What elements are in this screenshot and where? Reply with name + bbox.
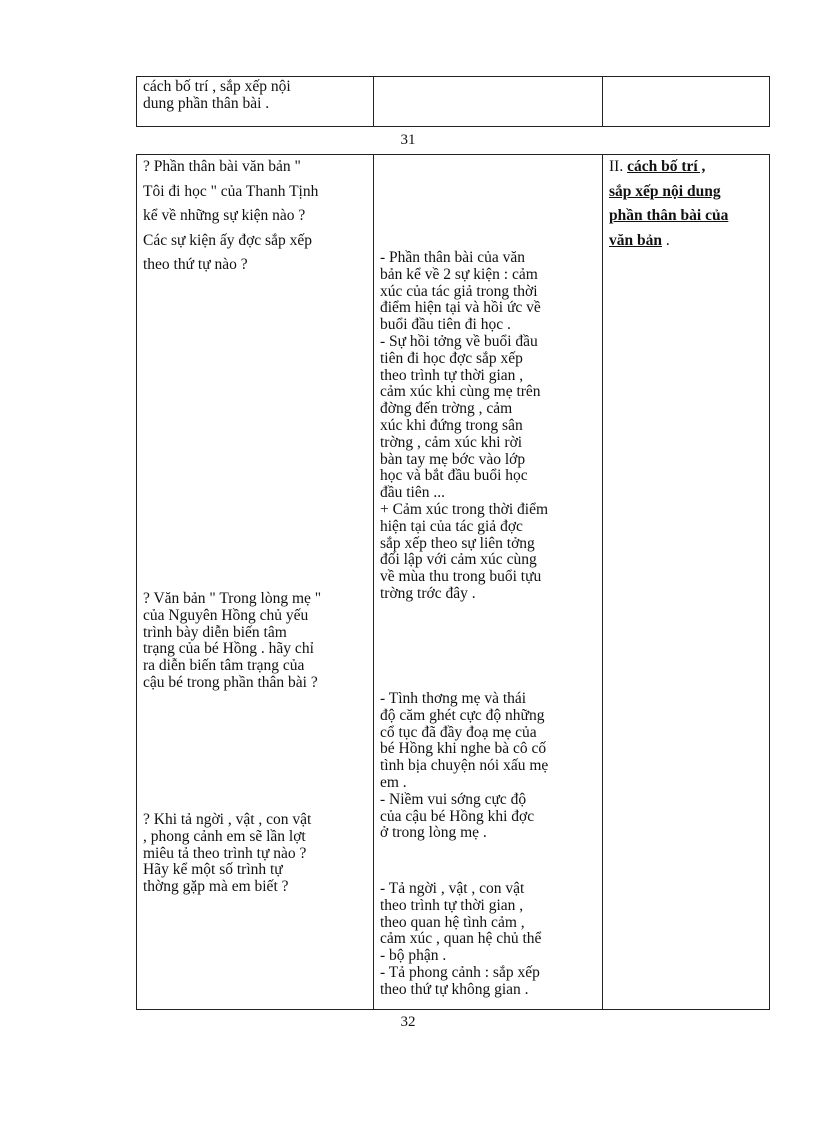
heading-line: văn bản — [609, 231, 662, 249]
continuation-cell-notes — [603, 77, 770, 127]
text-line: - Phần thân bài của văn — [380, 249, 526, 266]
text-line: ở trong lòng mẹ . — [380, 824, 487, 842]
text-line: cảm xúc khi cùng mẹ trên — [380, 383, 541, 401]
text-line: - Niềm vui sớng cực độ — [380, 790, 527, 808]
text-line: tiên đi học đợc sắp xếp — [380, 349, 523, 367]
text-line: ? Phần thân bài văn bản " — [143, 158, 301, 175]
text-line: miêu tả theo trình tự nào ? — [143, 844, 307, 862]
section-number: II. — [609, 158, 624, 175]
answer-1 — [380, 250, 548, 603]
text-line: học và bắt đầu buổi học — [380, 467, 528, 485]
answer-2 — [380, 691, 548, 842]
page-number: 32 — [400, 1014, 416, 1030]
text-line: bàn tay mẹ bớc vào lớp — [380, 450, 526, 468]
text-line: điểm hiện tại và hồi ức về — [380, 299, 541, 317]
text-line: sắp xếp theo sự liên tởng — [380, 534, 535, 552]
text-line: kể về những sự kiện nào ? — [143, 207, 306, 224]
text-line: độ căm ghét cực độ những — [380, 706, 545, 724]
text-line: xúc khi đứng trong sân — [380, 416, 523, 434]
text-line: đối lập với cảm xúc cùng — [380, 551, 537, 569]
text-line: của cậu bé Hồng khi đợc — [380, 807, 535, 825]
text-line — [609, 155, 728, 180]
text-line: cổ tục đã đầy đoạ mẹ của — [380, 723, 537, 741]
text-line: ? Khi tả ngời , vật , con vật — [143, 811, 312, 828]
answer-3 — [380, 881, 541, 999]
text-line: buổi đầu tiên đi học . — [380, 316, 511, 334]
text-line: trạng của bé Hồng . hãy chỉ — [143, 640, 314, 658]
notes-column — [603, 155, 770, 1010]
text-line: ? Văn bản " Trong lòng mẹ " — [143, 590, 322, 607]
text-line: tình bịa chuyện nói xấu mẹ — [380, 757, 549, 775]
text-line: - Tình thơng mẹ và thái — [380, 690, 527, 707]
text-line: thờng gặp mà em biết ? — [143, 878, 289, 896]
text-line: của Nguyên Hồng chủ yếu — [143, 606, 309, 624]
text-line — [609, 229, 728, 254]
text-line: Tôi đi học " của Thanh Tịnh — [143, 182, 319, 200]
text-line: Hãy kể một số trình tự — [143, 861, 283, 879]
text-line: , phong cảnh em sẽ lần lợt — [143, 827, 306, 845]
page-number: 31 — [400, 132, 416, 148]
text-line: + Cảm xúc trong thời điểm — [380, 500, 549, 518]
heading-line: cách bố trí , — [627, 158, 706, 175]
text-line: cậu bé trong phần thân bài ? — [143, 673, 318, 691]
text-line: trờng trớc đây . — [380, 584, 476, 602]
heading-line: phần thân bài của — [609, 207, 729, 224]
questions-column — [137, 155, 374, 1010]
text-line: dung phần thân bài . — [143, 94, 270, 112]
text-line: theo trình tự thời gian , — [380, 896, 524, 914]
text-line: đầu tiên ... — [380, 484, 445, 502]
text-line: trình bày diễn biến tâm — [143, 623, 287, 641]
text-line: ra diễn biến tâm trạng của — [143, 657, 305, 675]
text-line: - Sự hồi tởng về buổi đầu — [380, 332, 538, 350]
text-line: hiện tại của tác giả đợc — [380, 517, 523, 535]
text-line: bé Hồng khi nghe bà cô cố — [380, 740, 547, 758]
lesson-table — [136, 154, 770, 1010]
heading-period: . — [665, 231, 670, 249]
text-line: theo trình tự thời gian , — [380, 366, 524, 384]
text-line: trờng , cảm xúc khi rời — [380, 433, 523, 451]
continuation-text — [143, 79, 291, 113]
text-line: - Tả phong cảnh : sắp xếp — [380, 963, 540, 981]
heading-line: sắp xếp nội dung — [609, 182, 721, 200]
answers-column — [374, 155, 603, 1010]
section-heading — [609, 155, 728, 253]
text-line: theo quan hệ tình cảm , — [380, 913, 525, 931]
text-line — [609, 204, 728, 229]
question-2 — [143, 591, 321, 692]
continuation-table — [136, 76, 770, 127]
text-line: em . — [380, 773, 407, 791]
text-line: cách bố trí , sắp xếp nội — [143, 78, 291, 95]
question-3 — [143, 812, 311, 896]
text-line: theo thứ tự không gian . — [380, 980, 529, 998]
continuation-cell-question — [137, 77, 374, 127]
text-line: cảm xúc , quan hệ chủ thể — [380, 930, 542, 948]
text-line: xúc của tác giả trong thời — [380, 282, 538, 300]
text-line: bản kể về 2 sự kiện : cảm — [380, 265, 538, 283]
text-line: theo thứ tự nào ? — [143, 256, 248, 273]
text-line: đờng đến trờng , cảm — [380, 400, 513, 418]
text-line: về mùa thu trong buổi tựu — [380, 568, 542, 586]
question-1 — [143, 155, 318, 278]
text-line: - bộ phận . — [380, 947, 447, 965]
text-line — [609, 180, 728, 205]
text-line: Các sự kiện ấy đợc sắp xếp — [143, 231, 312, 249]
text-line: - Tả ngời , vật , con vật — [380, 880, 525, 897]
continuation-cell-answer — [374, 77, 603, 127]
